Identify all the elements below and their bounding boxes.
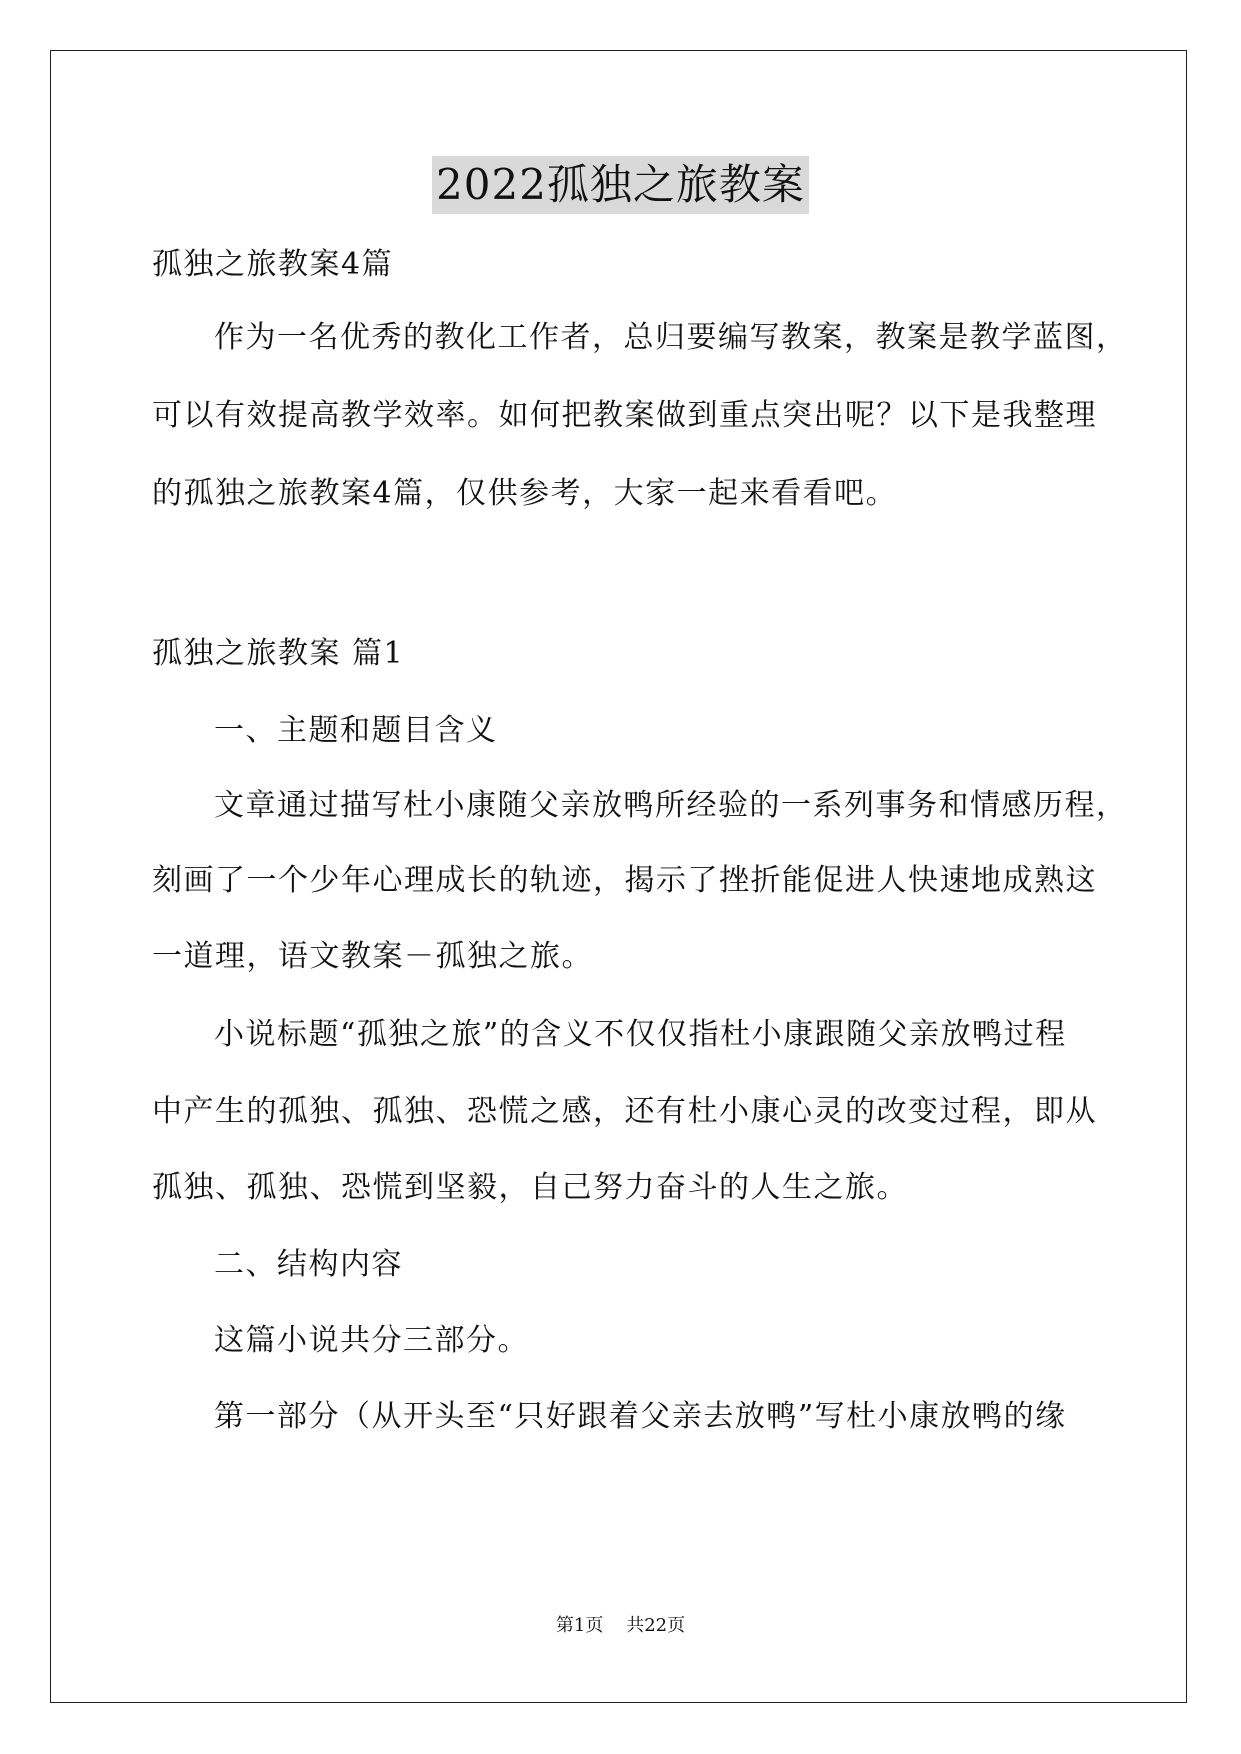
subheading: 二、结构内容 xyxy=(214,1247,403,1282)
paragraph-line: 作为一名优秀的教化工作者，总归要编写教案，教案是教学蓝图， xyxy=(214,320,1128,355)
paragraph-line: 这篇小说共分三部分。 xyxy=(214,1323,529,1358)
paragraph-line: 可以有效提高教学效率。如何把教案做到重点突出呢？以下是我整理 xyxy=(152,398,1097,433)
document-title: 2022孤独之旅教案 xyxy=(432,156,809,214)
paragraph-line: 刻画了一个少年心理成长的轨迹，揭示了挫折能促进人快速地成熟这 xyxy=(152,863,1097,898)
page-footer: 第1页 共22页 xyxy=(555,1615,686,1636)
paragraph-line: 孤独、孤独、恐慌到坚毅，自己努力奋斗的人生之旅。 xyxy=(152,1170,908,1205)
paragraph-line: 一道理，语文教案－孤独之旅。 xyxy=(152,939,593,974)
subheading: 一、主题和题目含义 xyxy=(214,713,498,748)
paragraph-line: 第一部分（从开头至“只好跟着父亲去放鸭”写杜小康放鸭的缘 xyxy=(214,1399,1067,1434)
section-heading: 孤独之旅教案 篇1 xyxy=(152,636,405,671)
paragraph-line: 文章通过描写杜小康随父亲放鸭所经验的一系列事务和情感历程， xyxy=(214,788,1128,823)
paragraph-line: 的孤独之旅教案4篇，仅供参考，大家一起来看看吧。 xyxy=(152,476,898,511)
title-container xyxy=(0,156,1241,214)
paragraph-line: 中产生的孤独、孤独、恐慌之感，还有杜小康心灵的改变过程，即从 xyxy=(152,1094,1097,1129)
paragraph-line: 小说标题“孤独之旅”的含义不仅仅指杜小康跟随父亲放鸭过程 xyxy=(214,1017,1067,1052)
doc-subtitle: 孤独之旅教案4篇 xyxy=(152,247,394,282)
